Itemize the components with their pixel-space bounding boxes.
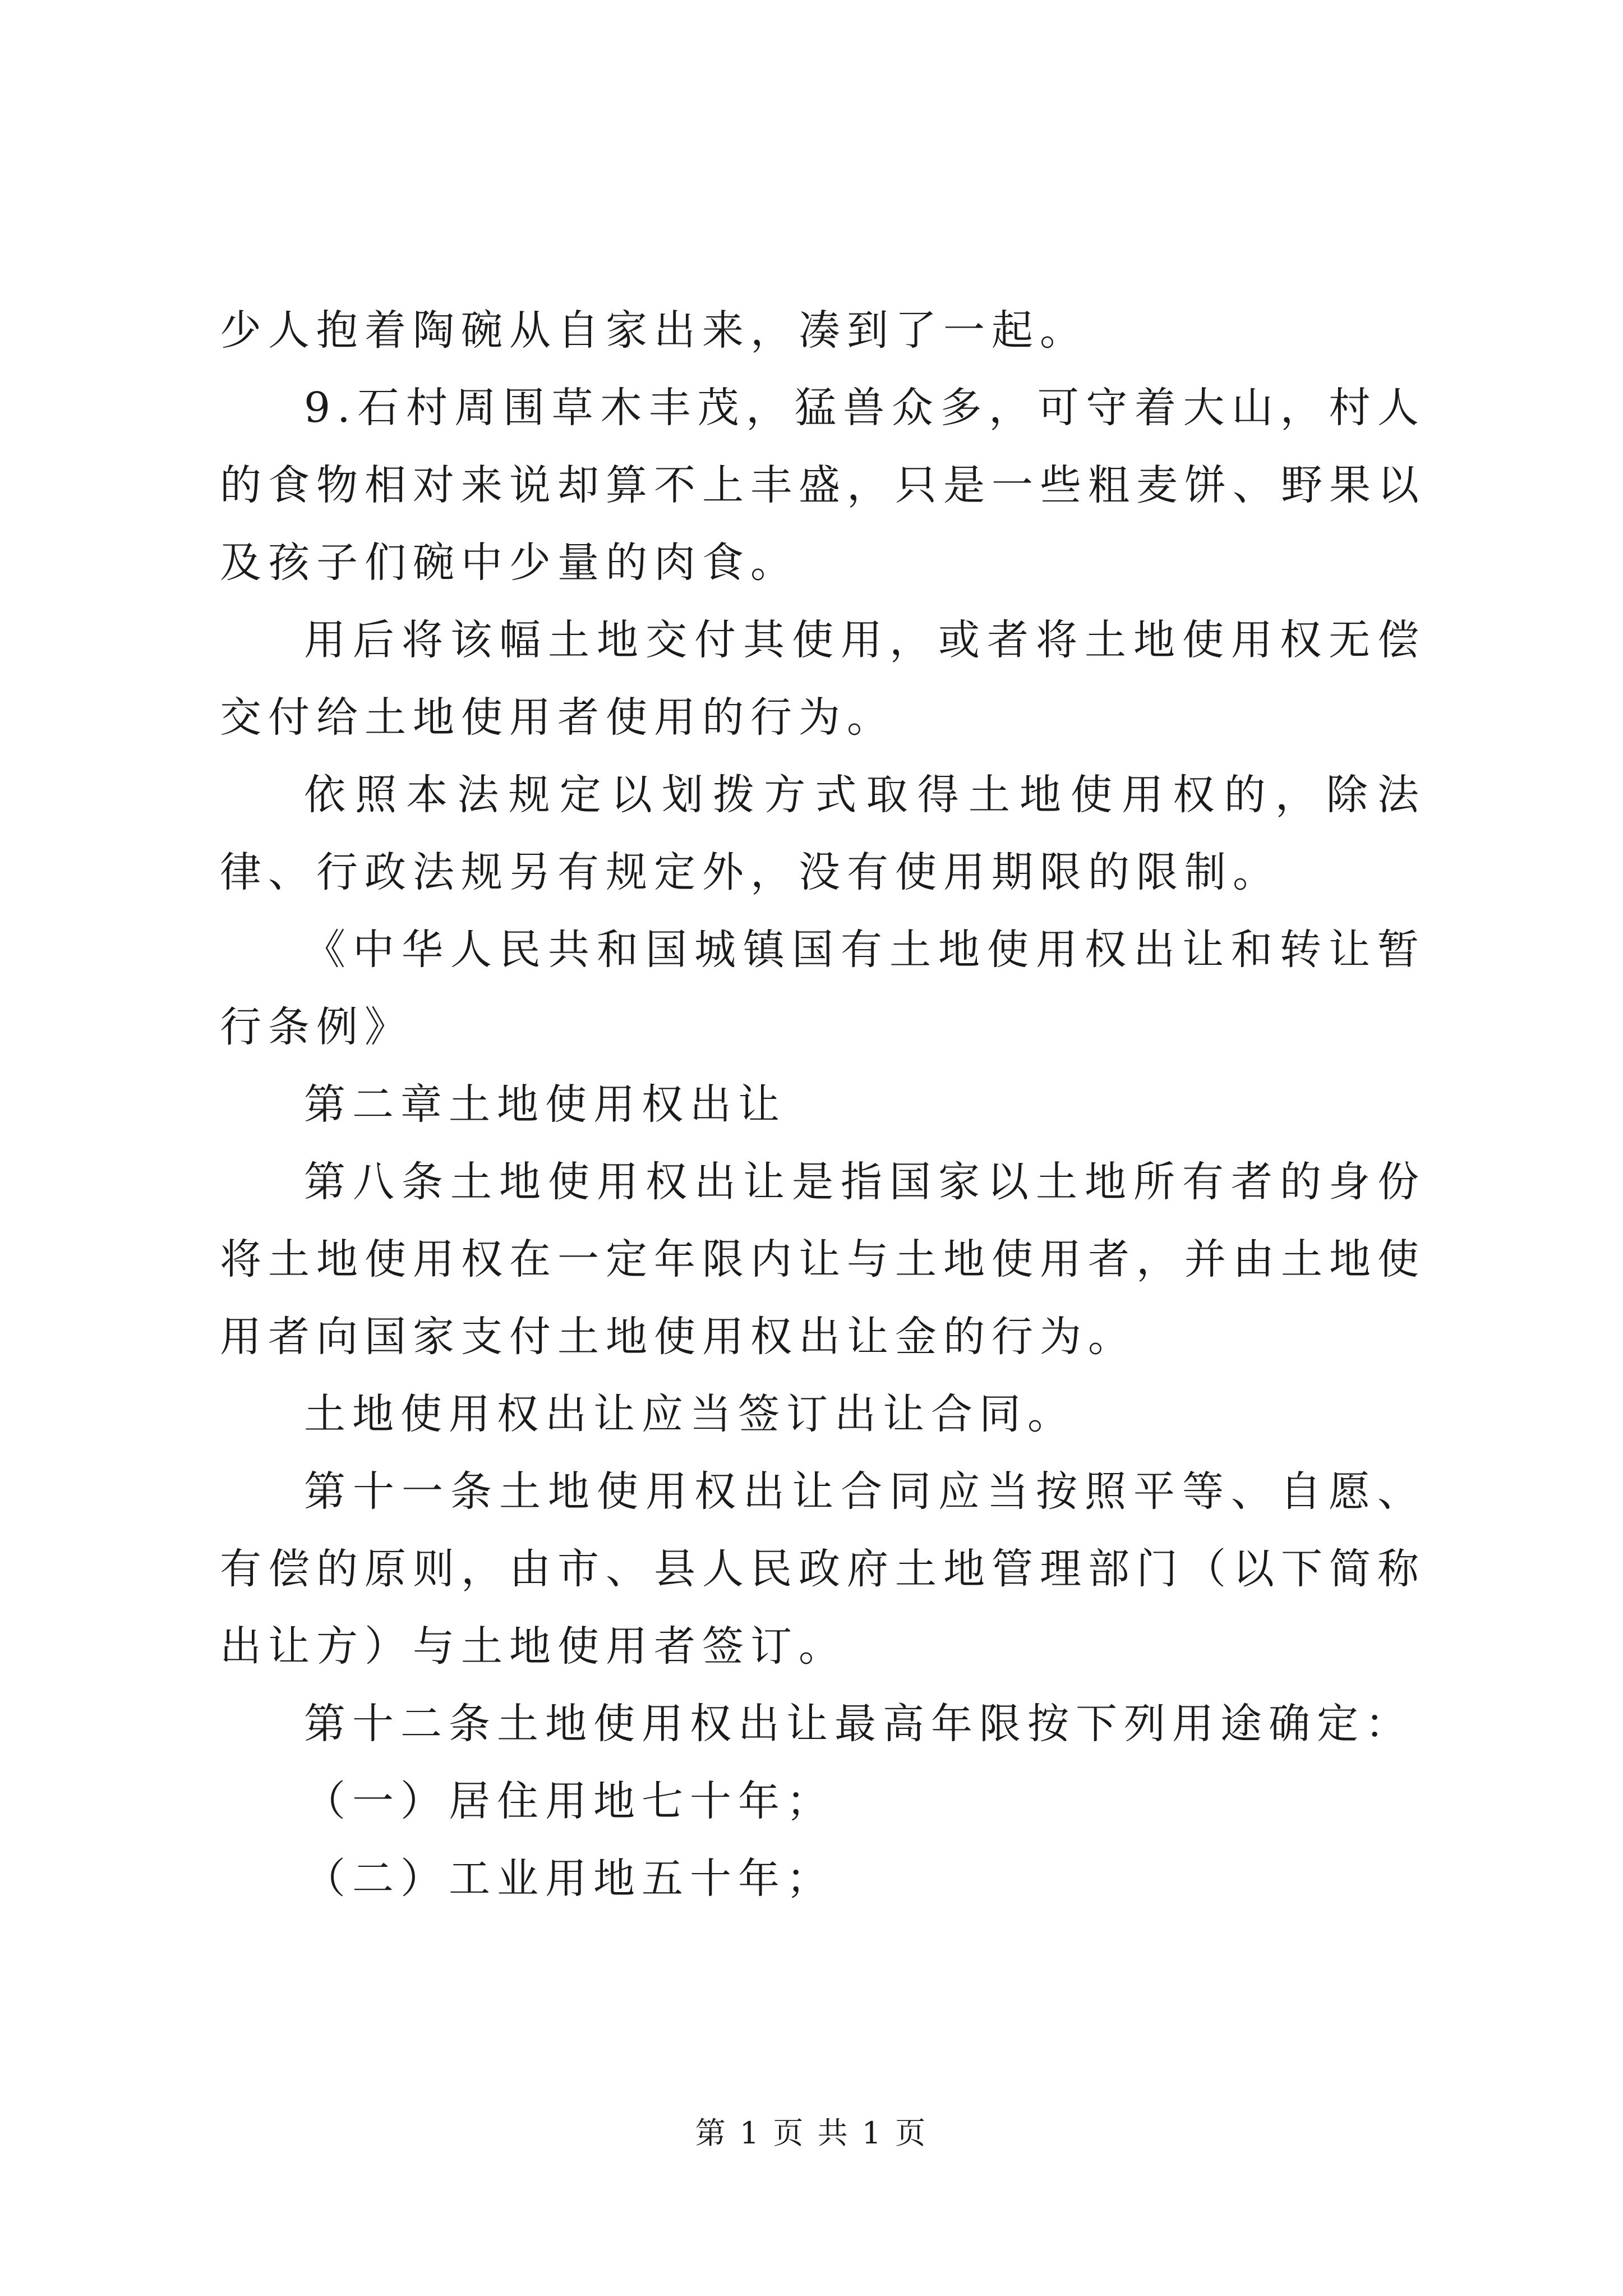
article-11: 第十一条土地使用权出让合同应当按照平等、自愿、有偿的原则，由市、县人民政府土地管理部门（以下简称出让方）与土地使用者签订。 <box>220 1467 1426 1671</box>
paragraph-2: 9.石村周围草木丰茂，猛兽众多，可守着大山，村人的食物相对来说却算不上丰盛，只是一些粗麦饼、野果以及孩子们碗中少量的肉食。 <box>220 384 1426 587</box>
article-8: 第八条土地使用权出让是指国家以土地所有者的身份将土地使用权在一定年限内让与土地使用者，并由土地使用者向国家支付土地使用权出让金的行为。 <box>220 1158 1426 1361</box>
article-12: 第十二条土地使用权出让最高年限按下列用途确定： <box>304 1700 1413 1748</box>
chapter-heading: 第二章土地使用权出让 <box>304 1080 786 1129</box>
paragraph-8: 土地使用权出让应当签订出让合同。 <box>304 1390 1076 1438</box>
document-body <box>220 292 1426 1917</box>
paragraph-4: 依照本法规定以划拨方式取得土地使用权的，除法律、行政法规另有规定外，没有使用期限的限制。 <box>220 771 1426 896</box>
paragraph-5: 《中华人民共和国城镇国有土地使用权出让和转让暂行条例》 <box>220 926 1426 1051</box>
paragraph-3: 用后将该幅土地交付其使用，或者将土地使用权无偿交付给土地使用者使用的行为。 <box>220 616 1426 742</box>
list-item-2: （二）工业用地五十年； <box>304 1855 834 1903</box>
list-item-1: （一）居住用地七十年； <box>304 1777 834 1825</box>
page-number-footer: 第 1 页 共 1 页 <box>695 2115 928 2151</box>
paragraph-1: 少人抱着陶碗从自家出来，凑到了一起。 <box>220 306 1088 355</box>
